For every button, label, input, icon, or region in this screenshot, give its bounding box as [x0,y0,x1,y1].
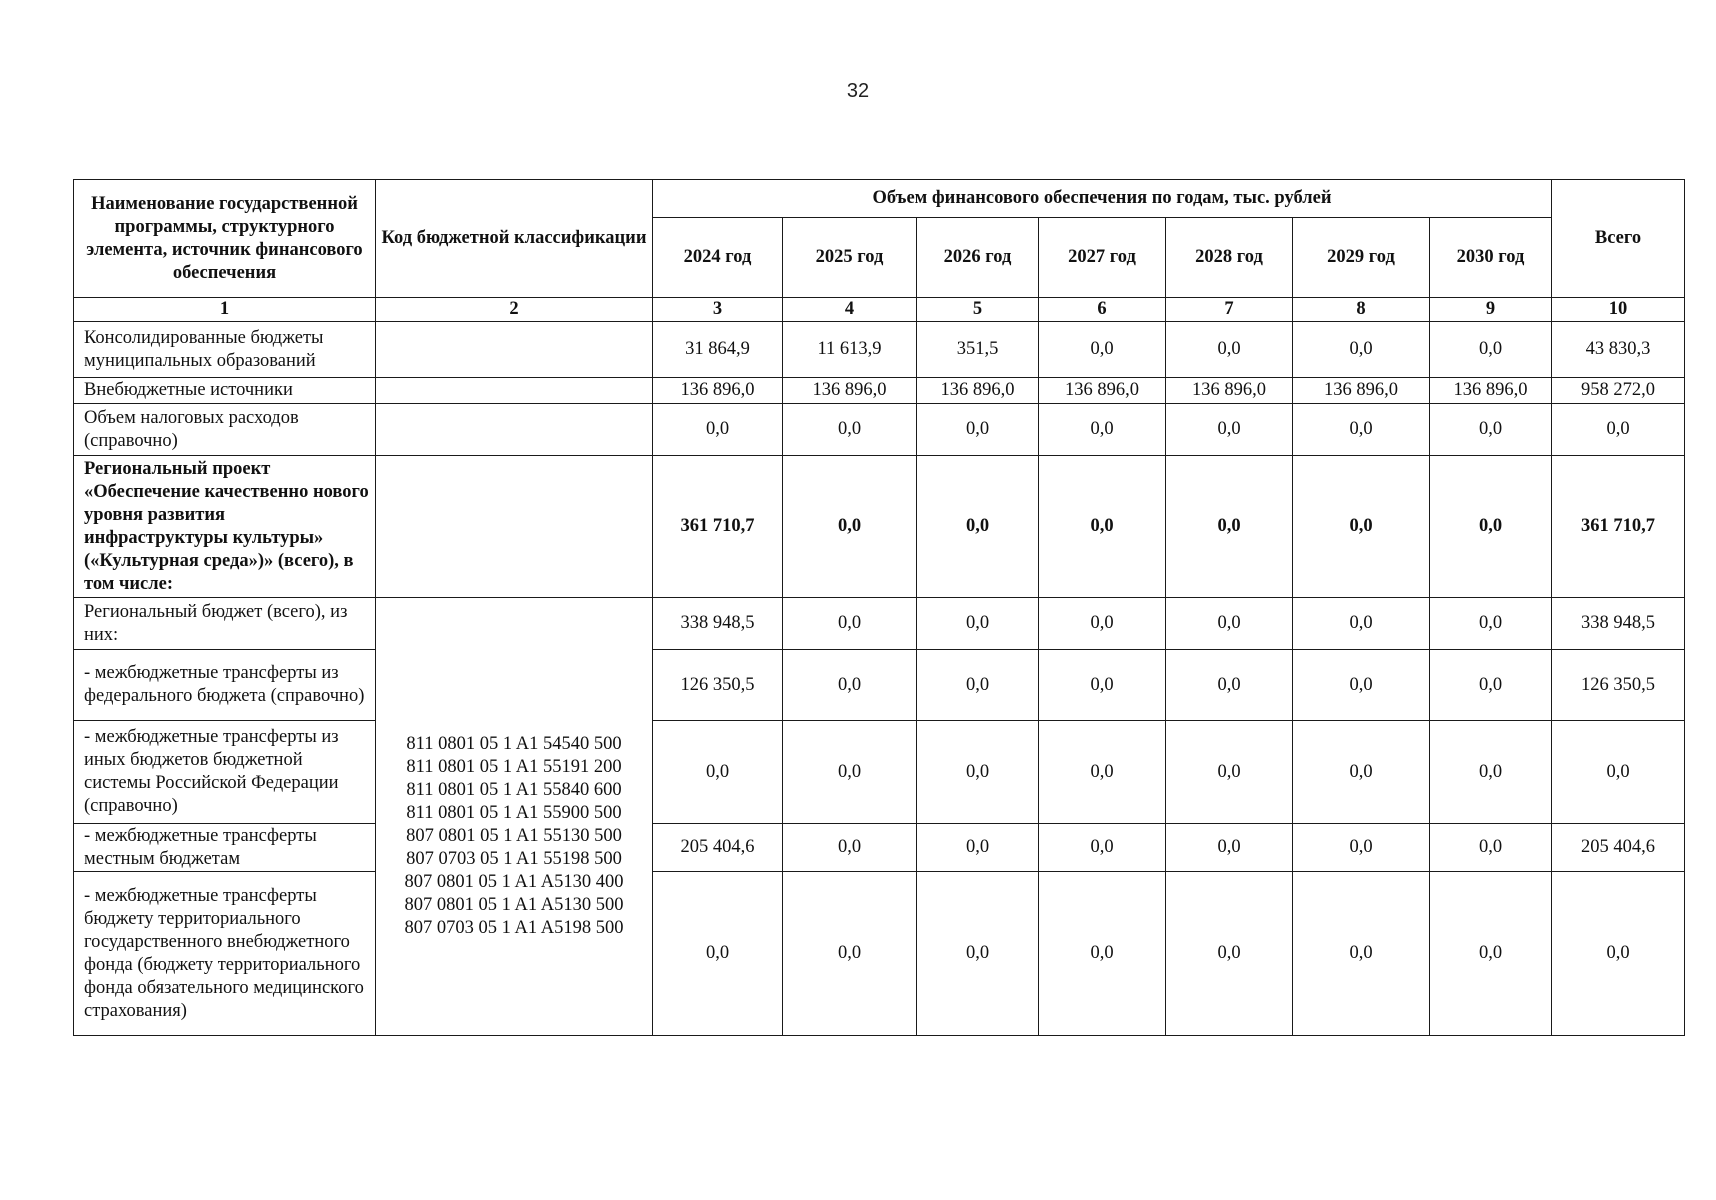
row-value: 0,0 [1166,872,1293,1036]
row-value: 0,0 [1293,404,1430,456]
row-value: 0,0 [1293,721,1430,824]
row-value: 0,0 [1293,650,1430,721]
row-total: 0,0 [1552,721,1685,824]
budget-code: 807 0801 05 1 A1 55130 500 [406,826,622,846]
row-value: 136 896,0 [653,378,783,404]
row-name: - межбюджетные трансферты из федерального бюджета (справочно) [74,650,376,721]
row-value: 0,0 [917,650,1039,721]
header-year: 2029 год [1293,218,1430,298]
table-row [74,404,1685,456]
row-name: - межбюджетные трансферты из иных бюджетов бюджетной системы Российской Федерации (справочно) [74,721,376,824]
header-year: 2024 год [653,218,783,298]
row-code [376,378,653,404]
table-row [74,598,1685,650]
budget-code: 811 0801 05 1 A1 55900 500 [406,803,622,823]
row-value: 0,0 [1430,721,1552,824]
row-value: 0,0 [917,598,1039,650]
page-number: 32 [846,80,870,102]
row-total: 0,0 [1552,404,1685,456]
row-value: 0,0 [917,404,1039,456]
column-number: 2 [376,298,653,322]
row-value: 0,0 [1039,404,1166,456]
header-code: Код бюджетной классификации [376,180,653,298]
budget-code: 807 0703 05 1 A1 55198 500 [406,849,622,869]
row-value: 0,0 [1166,598,1293,650]
row-value: 0,0 [917,824,1039,872]
row-value: 0,0 [1166,456,1293,598]
row-value: 0,0 [1430,872,1552,1036]
row-value: 0,0 [1430,824,1552,872]
row-value: 0,0 [783,872,917,1036]
row-value: 136 896,0 [783,378,917,404]
row-value: 0,0 [1039,456,1166,598]
row-value: 11 613,9 [783,322,917,378]
row-value: 0,0 [783,404,917,456]
column-number: 3 [653,298,783,322]
row-value: 0,0 [1166,824,1293,872]
row-value: 0,0 [917,721,1039,824]
row-value: 0,0 [1430,322,1552,378]
row-total: 361 710,7 [1552,456,1685,598]
row-total: 126 350,5 [1552,650,1685,721]
row-value: 136 896,0 [1166,378,1293,404]
row-value: 0,0 [1039,598,1166,650]
row-value: 0,0 [1430,404,1552,456]
row-value: 0,0 [783,650,917,721]
row-value: 0,0 [783,721,917,824]
financing-table [73,179,1685,1036]
row-value: 0,0 [917,872,1039,1036]
header-year: 2025 год [783,218,917,298]
column-number: 9 [1430,298,1552,322]
header-name: Наименование государственной программы, структурного элемента, источник финансового обеспечения [74,180,376,298]
column-number: 1 [74,298,376,322]
row-code [376,404,653,456]
header-volume: Объем финансового обеспечения по годам, тыс. рублей [653,180,1552,218]
row-value: 351,5 [917,322,1039,378]
row-total: 958 272,0 [1552,378,1685,404]
column-number: 10 [1552,298,1685,322]
row-name: - межбюджетные трансферты бюджету территориального государственного внебюджетного фонда (бюджету территориального фонда обязательного медицинского страхования) [74,872,376,1036]
table-row [74,872,1685,1036]
row-value: 0,0 [1293,872,1430,1036]
budget-code: 811 0801 05 1 A1 54540 500 [406,734,622,754]
row-value: 0,0 [653,721,783,824]
row-total: 205 404,6 [1552,824,1685,872]
row-value: 0,0 [1430,456,1552,598]
table-row [74,322,1685,378]
row-value: 0,0 [783,824,917,872]
row-name: Региональный бюджет (всего), из них: [74,598,376,650]
row-value: 0,0 [917,456,1039,598]
row-value: 205 404,6 [653,824,783,872]
row-value: 0,0 [653,404,783,456]
column-number: 6 [1039,298,1166,322]
row-value: 361 710,7 [653,456,783,598]
column-number: 8 [1293,298,1430,322]
header-year: 2026 год [917,218,1039,298]
column-number: 7 [1166,298,1293,322]
row-value: 0,0 [1166,322,1293,378]
row-value: 0,0 [1039,322,1166,378]
table-row [74,824,1685,872]
row-value: 0,0 [1430,650,1552,721]
row-total: 0,0 [1552,872,1685,1036]
row-value: 0,0 [1166,650,1293,721]
budget-codes [376,598,653,1036]
budget-code: 811 0801 05 1 A1 55191 200 [406,757,622,777]
column-number: 4 [783,298,917,322]
header-year: 2030 год [1430,218,1552,298]
header-total: Всего [1552,180,1685,298]
row-code [376,322,653,378]
row-value: 0,0 [1166,721,1293,824]
budget-code: 807 0703 05 1 A1 A5198 500 [404,918,624,938]
row-value: 0,0 [653,872,783,1036]
row-value: 0,0 [1430,598,1552,650]
table-row [74,650,1685,721]
row-value: 0,0 [1293,598,1430,650]
row-value: 136 896,0 [1293,378,1430,404]
row-total: 338 948,5 [1552,598,1685,650]
row-name: - межбюджетные трансферты местным бюджетам [74,824,376,872]
row-name: Региональный проект «Обеспечение качественно нового уровня развития инфраструктуры культуры» («Культурная среда»)» (всего), в том числе: [74,456,376,598]
row-value: 0,0 [1293,824,1430,872]
row-value: 0,0 [783,598,917,650]
row-value: 136 896,0 [917,378,1039,404]
row-value: 0,0 [1293,456,1430,598]
row-value: 0,0 [1166,404,1293,456]
table-row [74,456,1685,598]
row-value: 0,0 [1039,872,1166,1036]
row-total: 43 830,3 [1552,322,1685,378]
header-year: 2028 год [1166,218,1293,298]
row-value: 31 864,9 [653,322,783,378]
table-row [74,378,1685,404]
row-value: 0,0 [1039,721,1166,824]
row-value: 0,0 [783,456,917,598]
table-row [74,721,1685,824]
row-name: Объем налоговых расходов (справочно) [74,404,376,456]
column-number: 5 [917,298,1039,322]
row-value: 0,0 [1293,322,1430,378]
row-code [376,456,653,598]
header-year: 2027 год [1039,218,1166,298]
budget-code: 807 0801 05 1 A1 A5130 500 [404,895,624,915]
row-name: Внебюджетные источники [74,378,376,404]
row-value: 126 350,5 [653,650,783,721]
row-name: Консолидированные бюджеты муниципальных образований [74,322,376,378]
budget-code: 811 0801 05 1 A1 55840 600 [406,780,622,800]
row-value: 136 896,0 [1039,378,1166,404]
row-value: 0,0 [1039,650,1166,721]
row-value: 136 896,0 [1430,378,1552,404]
budget-code: 807 0801 05 1 A1 A5130 400 [404,872,624,892]
row-value: 338 948,5 [653,598,783,650]
row-value: 0,0 [1039,824,1166,872]
